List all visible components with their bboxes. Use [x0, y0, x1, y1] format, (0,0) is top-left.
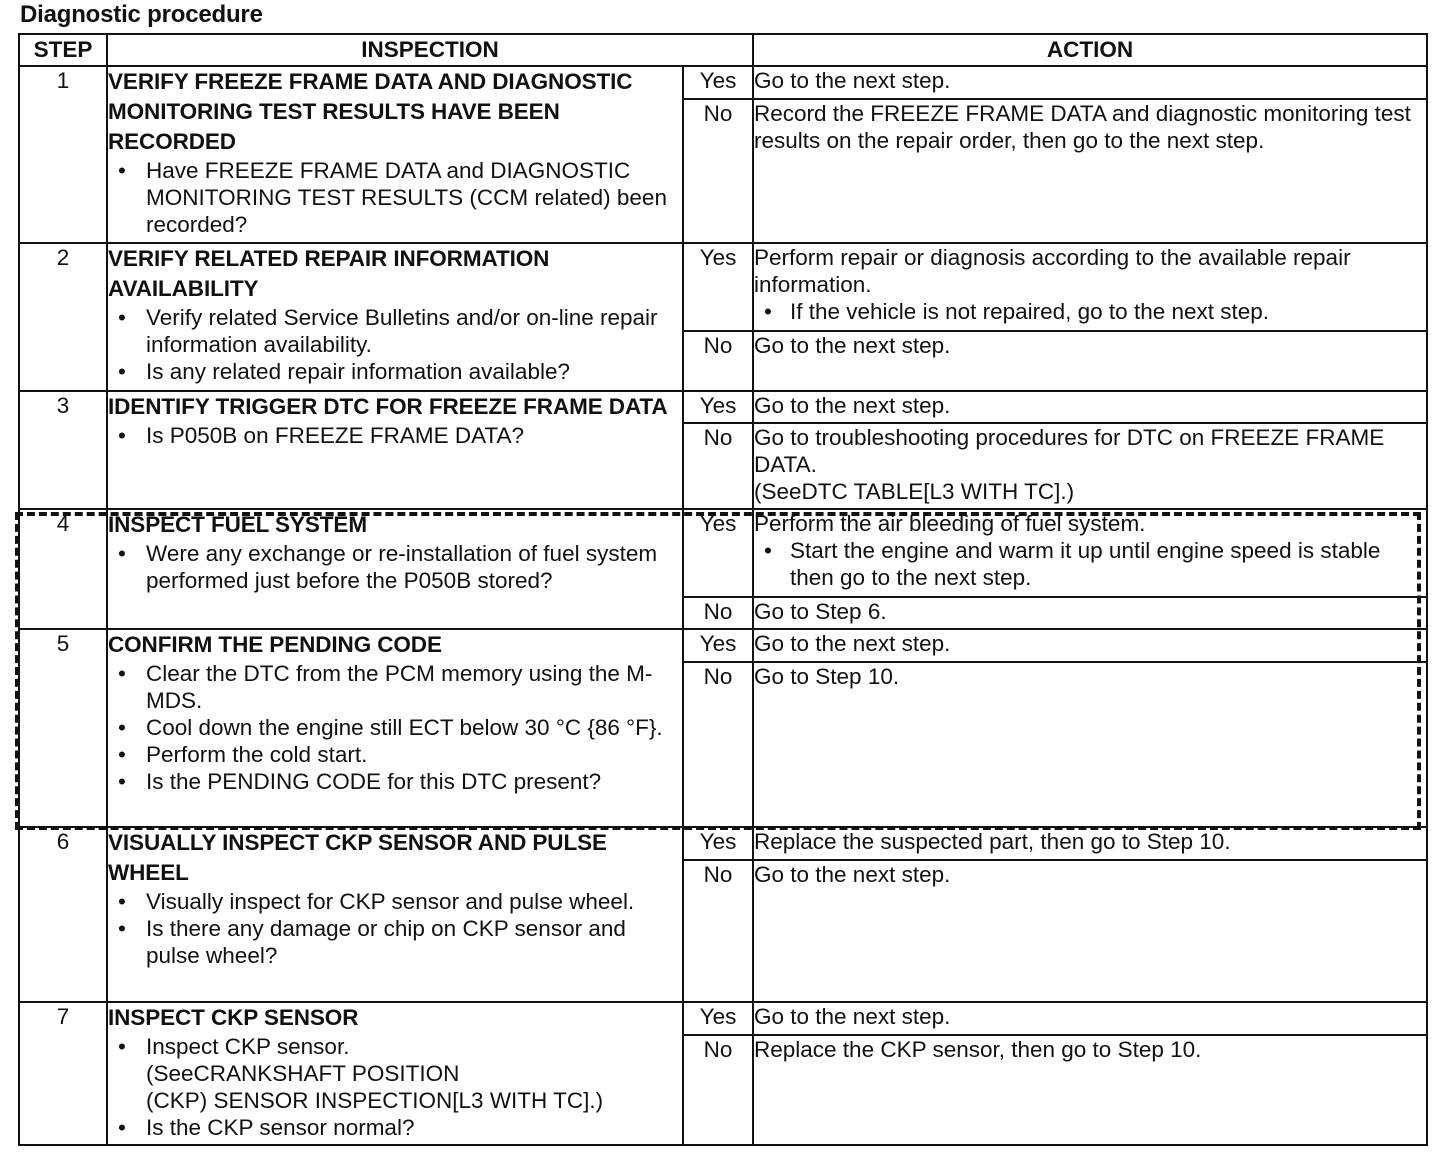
no-action-text: Go to Step 10.	[754, 664, 900, 689]
inspection-bullets	[108, 422, 682, 449]
step-number: 5	[19, 629, 107, 827]
procedure-body	[19, 66, 1427, 1145]
no-label: No	[683, 331, 753, 391]
no-action	[753, 597, 1427, 629]
no-label: No	[683, 423, 753, 509]
inspection-bullet: • Is there any damage or chip on CKP sensor and pulse wheel?	[146, 915, 682, 969]
inspection-bullet: • Verify related Service Bulletins and/or on-line repair information availability.	[146, 304, 682, 358]
inspection-cell	[107, 391, 683, 509]
header-step: STEP	[19, 34, 107, 66]
inspection-cell	[107, 509, 683, 629]
inspection-bullet: • Inspect CKP sensor. (SeeCRANKSHAFT POSITION (CKP) SENSOR INSPECTION[L3 WITH TC].)	[146, 1033, 682, 1114]
no-action-text: Go to troubleshooting procedures for DTC on FREEZE FRAME DATA. (SeeDTC TABLE[L3 WITH TC].)	[754, 425, 1385, 504]
yes-label: Yes	[683, 1002, 753, 1035]
step-number: 7	[19, 1002, 107, 1145]
yes-action	[753, 66, 1427, 99]
no-label: No	[683, 1035, 753, 1145]
yes-action	[753, 509, 1427, 597]
yes-label: Yes	[683, 629, 753, 662]
yes-label: Yes	[683, 66, 753, 99]
no-action	[753, 331, 1427, 391]
step-number: 6	[19, 827, 107, 1002]
inspection-bullets	[108, 888, 682, 969]
yes-action-text: Go to the next step.	[754, 1004, 951, 1029]
inspection-bullets	[108, 540, 682, 594]
no-action-text: Replace the CKP sensor, then go to Step 10.	[754, 1037, 1202, 1062]
inspection-bullet: • Were any exchange or re-installation of fuel system performed just before the P050B stored?	[146, 540, 682, 594]
inspection-heading: CONFIRM THE PENDING CODE	[108, 632, 442, 657]
no-action	[753, 662, 1427, 827]
yes-action-bullet: • If the vehicle is not repaired, go to the next step.	[790, 298, 1426, 325]
step-number: 1	[19, 66, 107, 243]
no-action	[753, 1035, 1427, 1145]
inspection-heading: INSPECT CKP SENSOR	[108, 1005, 359, 1030]
yes-action-text: Go to the next step.	[754, 393, 951, 418]
yes-action	[753, 629, 1427, 662]
header-inspection: INSPECTION	[107, 34, 753, 66]
yes-action-text: Go to the next step.	[754, 631, 951, 656]
header-action: ACTION	[753, 34, 1427, 66]
step-number: 2	[19, 243, 107, 391]
step-row-yes	[19, 827, 1427, 860]
yes-action	[753, 391, 1427, 423]
page-title: Diagnostic procedure	[20, 1, 263, 28]
no-label: No	[683, 662, 753, 827]
inspection-bullets	[108, 304, 682, 385]
inspection-heading: VISUALLY INSPECT CKP SENSOR AND PULSE WHEEL	[108, 830, 607, 885]
inspection-cell	[107, 243, 683, 391]
step-row-yes	[19, 509, 1427, 597]
inspection-bullet: • Is the PENDING CODE for this DTC present?	[146, 768, 682, 795]
inspection-bullets	[108, 1033, 682, 1141]
yes-label: Yes	[683, 509, 753, 597]
inspection-bullet: • Is any related repair information available?	[146, 358, 682, 385]
step-row-yes	[19, 66, 1427, 99]
step-row-yes	[19, 629, 1427, 662]
inspection-bullet: • Is the CKP sensor normal?	[146, 1114, 682, 1141]
inspection-heading: IDENTIFY TRIGGER DTC FOR FREEZE FRAME DATA	[108, 394, 668, 419]
inspection-cell	[107, 66, 683, 243]
inspection-bullets	[108, 157, 682, 238]
no-label: No	[683, 860, 753, 1002]
inspection-bullet: • Have FREEZE FRAME DATA and DIAGNOSTIC MONITORING TEST RESULTS (CCM related) been recorded?	[146, 157, 682, 238]
no-action-text: Record the FREEZE FRAME DATA and diagnostic monitoring test results on the repair order, then go to the next step.	[754, 101, 1411, 153]
inspection-bullet: • Is P050B on FREEZE FRAME DATA?	[146, 422, 682, 449]
no-action	[753, 99, 1427, 243]
yes-action-text: Go to the next step.	[754, 68, 951, 93]
inspection-bullet: • Cool down the engine still ECT below 30 °C {86 °F}.	[146, 714, 682, 741]
yes-action	[753, 243, 1427, 331]
step-number: 4	[19, 509, 107, 629]
inspection-cell	[107, 1002, 683, 1145]
yes-action-bullets	[754, 537, 1426, 591]
no-action	[753, 860, 1427, 1002]
no-action-text: Go to the next step.	[754, 333, 951, 358]
yes-action-text: Perform repair or diagnosis according to the available repair information.	[754, 245, 1351, 297]
yes-label: Yes	[683, 243, 753, 331]
yes-action	[753, 827, 1427, 860]
yes-action-text: Replace the suspected part, then go to Step 10.	[754, 829, 1231, 854]
diagnostic-procedure-table	[18, 33, 1428, 1146]
no-action-text: Go to Step 6.	[754, 599, 887, 624]
yes-label: Yes	[683, 827, 753, 860]
step-number: 3	[19, 391, 107, 509]
yes-action	[753, 1002, 1427, 1035]
yes-action-bullets	[754, 298, 1426, 325]
step-row-yes	[19, 1002, 1427, 1035]
no-action	[753, 423, 1427, 509]
inspection-heading: VERIFY RELATED REPAIR INFORMATION AVAILABILITY	[108, 246, 550, 301]
inspection-cell	[107, 827, 683, 1002]
no-action-text: Go to the next step.	[754, 862, 951, 887]
inspection-bullet: • Perform the cold start.	[146, 741, 682, 768]
step-row-yes	[19, 391, 1427, 423]
no-label: No	[683, 597, 753, 629]
yes-action-text: Perform the air bleeding of fuel system.	[754, 511, 1146, 536]
inspection-bullet: • Clear the DTC from the PCM memory using the M-MDS.	[146, 660, 682, 714]
inspection-cell	[107, 629, 683, 827]
header-row	[19, 34, 1427, 66]
yes-label: Yes	[683, 391, 753, 423]
inspection-bullets	[108, 660, 682, 795]
no-label: No	[683, 99, 753, 243]
inspection-heading: VERIFY FREEZE FRAME DATA AND DIAGNOSTIC MONITORING TEST RESULTS HAVE BEEN RECORDED	[108, 69, 633, 154]
inspection-bullet: • Visually inspect for CKP sensor and pulse wheel.	[146, 888, 682, 915]
inspection-heading: INSPECT FUEL SYSTEM	[108, 512, 367, 537]
yes-action-bullet: • Start the engine and warm it up until engine speed is stable then go to the next step.	[790, 537, 1426, 591]
step-row-yes	[19, 243, 1427, 331]
